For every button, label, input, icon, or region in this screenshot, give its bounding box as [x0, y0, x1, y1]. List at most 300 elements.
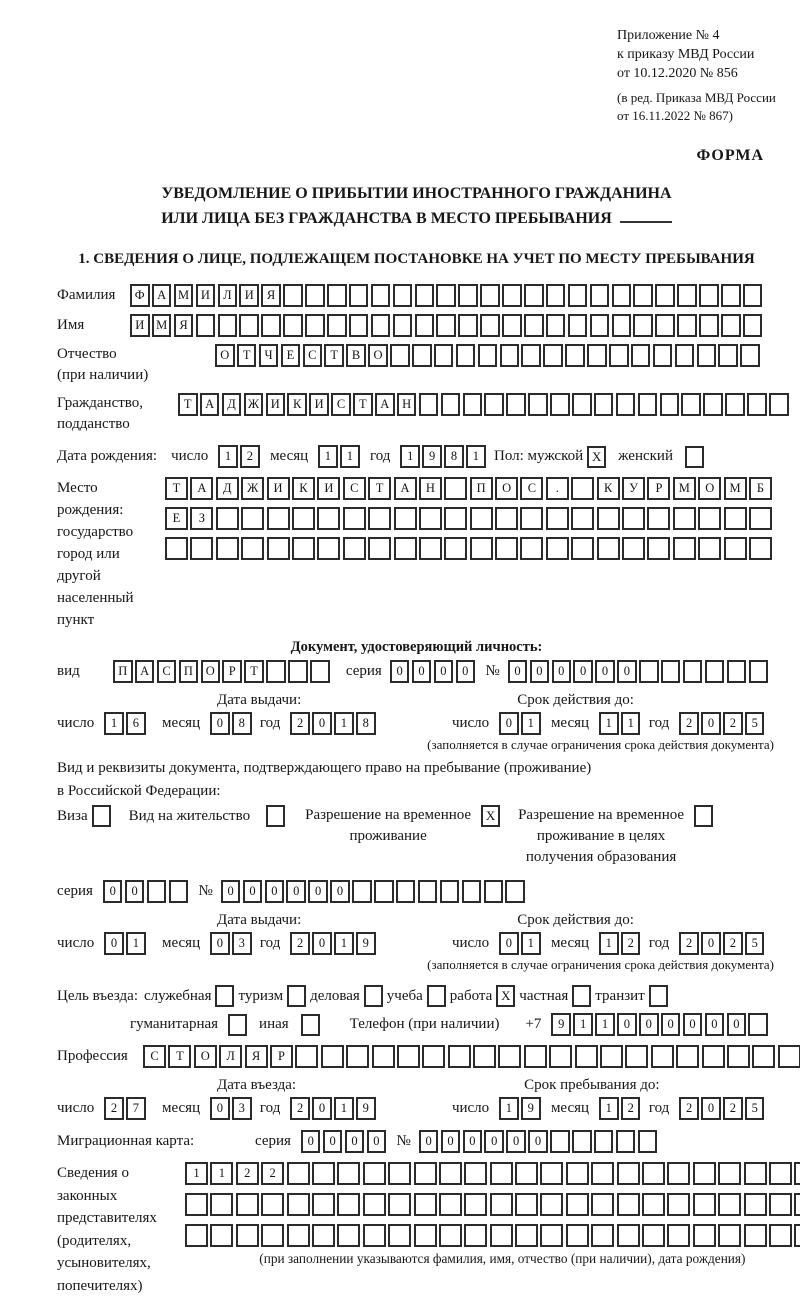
- char-box[interactable]: [546, 314, 566, 337]
- char-box[interactable]: 0: [701, 1097, 721, 1120]
- char-box[interactable]: [500, 344, 520, 367]
- char-box[interactable]: [698, 507, 721, 530]
- char-box[interactable]: О: [368, 344, 388, 367]
- char-box[interactable]: [752, 1045, 775, 1068]
- char-box[interactable]: И: [266, 393, 286, 416]
- char-box[interactable]: [524, 1045, 547, 1068]
- char-box[interactable]: 0: [312, 932, 332, 955]
- char-box[interactable]: [444, 507, 467, 530]
- char-box[interactable]: [575, 1045, 598, 1068]
- char-box[interactable]: [749, 507, 772, 530]
- char-box[interactable]: [546, 284, 566, 307]
- char-box[interactable]: [661, 660, 681, 683]
- char-box[interactable]: [419, 537, 442, 560]
- char-box[interactable]: 2: [290, 712, 310, 735]
- char-box[interactable]: А: [200, 393, 220, 416]
- char-box[interactable]: М: [724, 477, 747, 500]
- purpose-work-checkbox[interactable]: X: [496, 985, 515, 1007]
- char-box[interactable]: [718, 344, 738, 367]
- char-box[interactable]: [292, 537, 315, 560]
- char-box[interactable]: 0: [312, 1097, 332, 1120]
- char-box[interactable]: [594, 393, 614, 416]
- char-box[interactable]: [436, 284, 456, 307]
- char-box[interactable]: [591, 1162, 614, 1185]
- char-box[interactable]: .: [546, 477, 569, 500]
- char-box[interactable]: 1: [210, 1162, 233, 1185]
- char-box[interactable]: [165, 537, 188, 560]
- char-box[interactable]: 1: [599, 1097, 619, 1120]
- char-box[interactable]: [528, 393, 548, 416]
- char-box[interactable]: [718, 1224, 741, 1247]
- char-box[interactable]: [727, 1045, 750, 1068]
- char-box[interactable]: Е: [165, 507, 188, 530]
- char-box[interactable]: [725, 393, 745, 416]
- char-box[interactable]: [633, 314, 653, 337]
- char-box[interactable]: [565, 344, 585, 367]
- char-box[interactable]: 0: [701, 932, 721, 955]
- char-box[interactable]: 0: [125, 880, 145, 903]
- char-box[interactable]: 0: [286, 880, 306, 903]
- char-box[interactable]: 0: [683, 1013, 703, 1036]
- char-box[interactable]: [439, 1193, 462, 1216]
- char-box[interactable]: [524, 284, 544, 307]
- char-box[interactable]: 0: [367, 1130, 387, 1153]
- char-box[interactable]: Т: [368, 477, 391, 500]
- char-box[interactable]: [676, 1045, 699, 1068]
- char-box[interactable]: [693, 1193, 716, 1216]
- char-box[interactable]: П: [113, 660, 133, 683]
- char-box[interactable]: 2: [723, 1097, 743, 1120]
- char-box[interactable]: [337, 1162, 360, 1185]
- char-box[interactable]: 0: [345, 1130, 365, 1153]
- char-box[interactable]: [747, 393, 767, 416]
- char-box[interactable]: 6: [126, 712, 146, 735]
- char-box[interactable]: 1: [126, 932, 146, 955]
- char-box[interactable]: 1: [218, 445, 238, 468]
- char-box[interactable]: 0: [661, 1013, 681, 1036]
- char-box[interactable]: [393, 314, 413, 337]
- char-box[interactable]: 2: [290, 1097, 310, 1120]
- char-box[interactable]: [633, 284, 653, 307]
- char-box[interactable]: 1: [599, 712, 619, 735]
- char-box[interactable]: [484, 880, 504, 903]
- char-box[interactable]: [568, 314, 588, 337]
- char-box[interactable]: [241, 537, 264, 560]
- char-box[interactable]: [236, 1224, 259, 1247]
- char-box[interactable]: [631, 344, 651, 367]
- char-box[interactable]: К: [597, 477, 620, 500]
- char-box[interactable]: 0: [506, 1130, 526, 1153]
- char-box[interactable]: [185, 1224, 208, 1247]
- char-box[interactable]: 9: [422, 445, 442, 468]
- char-box[interactable]: [721, 314, 741, 337]
- char-box[interactable]: [698, 537, 721, 560]
- char-box[interactable]: [520, 537, 543, 560]
- char-box[interactable]: [317, 537, 340, 560]
- char-box[interactable]: У: [622, 477, 645, 500]
- char-box[interactable]: 2: [236, 1162, 259, 1185]
- char-box[interactable]: [441, 393, 461, 416]
- char-box[interactable]: 0: [484, 1130, 504, 1153]
- char-box[interactable]: 1: [499, 1097, 519, 1120]
- char-box[interactable]: [440, 880, 460, 903]
- char-box[interactable]: 0: [456, 660, 476, 683]
- char-box[interactable]: Р: [222, 660, 242, 683]
- char-box[interactable]: [317, 507, 340, 530]
- char-box[interactable]: [748, 1013, 768, 1036]
- char-box[interactable]: [261, 314, 281, 337]
- char-box[interactable]: Н: [419, 477, 442, 500]
- char-box[interactable]: [388, 1162, 411, 1185]
- char-box[interactable]: 3: [232, 1097, 252, 1120]
- char-box[interactable]: [642, 1162, 665, 1185]
- char-box[interactable]: О: [215, 344, 235, 367]
- char-box[interactable]: [396, 880, 416, 903]
- char-box[interactable]: 1: [573, 1013, 593, 1036]
- char-box[interactable]: [419, 393, 439, 416]
- char-box[interactable]: [216, 507, 239, 530]
- char-box[interactable]: О: [698, 477, 721, 500]
- char-box[interactable]: [550, 1130, 570, 1153]
- char-box[interactable]: Я: [245, 1045, 268, 1068]
- char-box[interactable]: [744, 1162, 767, 1185]
- char-box[interactable]: 2: [621, 932, 641, 955]
- char-box[interactable]: [705, 660, 725, 683]
- char-box[interactable]: [337, 1224, 360, 1247]
- char-box[interactable]: [546, 507, 569, 530]
- char-box[interactable]: Ф: [130, 284, 150, 307]
- sex-male-checkbox[interactable]: X: [587, 446, 606, 468]
- char-box[interactable]: [571, 507, 594, 530]
- char-box[interactable]: И: [267, 477, 290, 500]
- char-box[interactable]: [617, 1224, 640, 1247]
- char-box[interactable]: [675, 344, 695, 367]
- char-box[interactable]: [368, 537, 391, 560]
- char-box[interactable]: И: [317, 477, 340, 500]
- char-box[interactable]: Ж: [244, 393, 264, 416]
- char-box[interactable]: И: [130, 314, 150, 337]
- purpose-business-checkbox[interactable]: [364, 985, 383, 1007]
- char-box[interactable]: [625, 1045, 648, 1068]
- char-box[interactable]: [617, 1193, 640, 1216]
- char-box[interactable]: [414, 1224, 437, 1247]
- char-box[interactable]: [458, 314, 478, 337]
- char-box[interactable]: [743, 314, 763, 337]
- char-box[interactable]: [609, 344, 629, 367]
- char-box[interactable]: И: [309, 393, 329, 416]
- char-box[interactable]: Б: [749, 477, 772, 500]
- char-box[interactable]: 0: [705, 1013, 725, 1036]
- char-box[interactable]: С: [331, 393, 351, 416]
- char-box[interactable]: [343, 537, 366, 560]
- char-box[interactable]: 0: [508, 660, 528, 683]
- char-box[interactable]: А: [190, 477, 213, 500]
- char-box[interactable]: 0: [639, 1013, 659, 1036]
- char-box[interactable]: 1: [595, 1013, 615, 1036]
- char-box[interactable]: [218, 314, 238, 337]
- char-box[interactable]: [543, 344, 563, 367]
- char-box[interactable]: [498, 1045, 521, 1068]
- char-box[interactable]: 8: [356, 712, 376, 735]
- char-box[interactable]: [305, 314, 325, 337]
- char-box[interactable]: [591, 1224, 614, 1247]
- char-box[interactable]: 0: [701, 712, 721, 735]
- char-box[interactable]: М: [174, 284, 194, 307]
- char-box[interactable]: [337, 1193, 360, 1216]
- char-box[interactable]: [261, 1224, 284, 1247]
- char-box[interactable]: [484, 393, 504, 416]
- char-box[interactable]: [697, 344, 717, 367]
- char-box[interactable]: [434, 344, 454, 367]
- char-box[interactable]: 0: [323, 1130, 343, 1153]
- char-box[interactable]: 9: [356, 932, 376, 955]
- char-box[interactable]: [597, 507, 620, 530]
- char-box[interactable]: 5: [745, 932, 765, 955]
- char-box[interactable]: Ч: [259, 344, 279, 367]
- char-box[interactable]: 0: [552, 660, 572, 683]
- char-box[interactable]: [458, 284, 478, 307]
- char-box[interactable]: [419, 507, 442, 530]
- char-box[interactable]: 1: [104, 712, 124, 735]
- char-box[interactable]: С: [520, 477, 543, 500]
- char-box[interactable]: 0: [312, 712, 332, 735]
- char-box[interactable]: С: [157, 660, 177, 683]
- char-box[interactable]: [794, 1193, 800, 1216]
- char-box[interactable]: [638, 1130, 658, 1153]
- char-box[interactable]: [699, 284, 719, 307]
- char-box[interactable]: [462, 880, 482, 903]
- char-box[interactable]: [721, 284, 741, 307]
- char-box[interactable]: [520, 507, 543, 530]
- char-box[interactable]: 1: [521, 932, 541, 955]
- char-box[interactable]: [591, 1193, 614, 1216]
- char-box[interactable]: [740, 344, 760, 367]
- char-box[interactable]: 1: [599, 932, 619, 955]
- char-box[interactable]: [794, 1162, 800, 1185]
- char-box[interactable]: [540, 1162, 563, 1185]
- char-box[interactable]: [495, 507, 518, 530]
- char-box[interactable]: 5: [745, 1097, 765, 1120]
- char-box[interactable]: [480, 314, 500, 337]
- char-box[interactable]: Т: [353, 393, 373, 416]
- char-box[interactable]: [346, 1045, 369, 1068]
- char-box[interactable]: [546, 537, 569, 560]
- char-box[interactable]: 2: [679, 1097, 699, 1120]
- char-box[interactable]: Т: [237, 344, 257, 367]
- char-box[interactable]: [568, 284, 588, 307]
- char-box[interactable]: [216, 537, 239, 560]
- char-box[interactable]: [490, 1193, 513, 1216]
- char-box[interactable]: 0: [330, 880, 350, 903]
- char-box[interactable]: [612, 284, 632, 307]
- char-box[interactable]: [372, 1045, 395, 1068]
- char-box[interactable]: [521, 344, 541, 367]
- char-box[interactable]: [505, 880, 525, 903]
- char-box[interactable]: 1: [334, 1097, 354, 1120]
- char-box[interactable]: [463, 393, 483, 416]
- char-box[interactable]: [190, 537, 213, 560]
- char-box[interactable]: [769, 1193, 792, 1216]
- char-box[interactable]: [412, 344, 432, 367]
- char-box[interactable]: [210, 1193, 233, 1216]
- char-box[interactable]: Л: [219, 1045, 242, 1068]
- char-box[interactable]: 0: [434, 660, 454, 683]
- char-box[interactable]: [439, 1162, 462, 1185]
- purpose-humanitarian-checkbox[interactable]: [228, 1014, 247, 1036]
- char-box[interactable]: 0: [573, 660, 593, 683]
- char-box[interactable]: О: [495, 477, 518, 500]
- char-box[interactable]: [597, 537, 620, 560]
- char-box[interactable]: 2: [261, 1162, 284, 1185]
- char-box[interactable]: [352, 880, 372, 903]
- char-box[interactable]: [655, 314, 675, 337]
- char-box[interactable]: [210, 1224, 233, 1247]
- char-box[interactable]: 0: [221, 880, 241, 903]
- char-box[interactable]: [414, 1162, 437, 1185]
- char-box[interactable]: 7: [126, 1097, 146, 1120]
- char-box[interactable]: А: [152, 284, 172, 307]
- char-box[interactable]: [660, 393, 680, 416]
- char-box[interactable]: 1: [340, 445, 360, 468]
- char-box[interactable]: М: [152, 314, 172, 337]
- char-box[interactable]: 0: [390, 660, 410, 683]
- char-box[interactable]: [374, 880, 394, 903]
- char-box[interactable]: [448, 1045, 471, 1068]
- char-box[interactable]: [266, 660, 286, 683]
- char-box[interactable]: [464, 1193, 487, 1216]
- char-box[interactable]: [673, 537, 696, 560]
- char-box[interactable]: 2: [290, 932, 310, 955]
- char-box[interactable]: [321, 1045, 344, 1068]
- char-box[interactable]: М: [673, 477, 696, 500]
- char-box[interactable]: [397, 1045, 420, 1068]
- char-box[interactable]: 2: [679, 712, 699, 735]
- char-box[interactable]: С: [343, 477, 366, 500]
- char-box[interactable]: К: [287, 393, 307, 416]
- char-box[interactable]: [267, 507, 290, 530]
- char-box[interactable]: 2: [104, 1097, 124, 1120]
- char-box[interactable]: И: [196, 284, 216, 307]
- char-box[interactable]: 0: [104, 932, 124, 955]
- char-box[interactable]: 0: [210, 712, 230, 735]
- char-box[interactable]: [515, 1224, 538, 1247]
- temp-permit-checkbox[interactable]: X: [481, 805, 500, 827]
- char-box[interactable]: Д: [222, 393, 242, 416]
- char-box[interactable]: [287, 1193, 310, 1216]
- char-box[interactable]: [473, 1045, 496, 1068]
- char-box[interactable]: [749, 537, 772, 560]
- char-box[interactable]: [667, 1162, 690, 1185]
- char-box[interactable]: [647, 507, 670, 530]
- char-box[interactable]: Д: [216, 477, 239, 500]
- char-box[interactable]: 2: [240, 445, 260, 468]
- char-box[interactable]: [677, 284, 697, 307]
- char-box[interactable]: [480, 284, 500, 307]
- char-box[interactable]: [393, 284, 413, 307]
- char-box[interactable]: [594, 1130, 614, 1153]
- char-box[interactable]: [749, 660, 769, 683]
- char-box[interactable]: [287, 1224, 310, 1247]
- char-box[interactable]: [444, 477, 467, 500]
- char-box[interactable]: [288, 660, 308, 683]
- char-box[interactable]: [724, 507, 747, 530]
- char-box[interactable]: [490, 1224, 513, 1247]
- char-box[interactable]: [456, 344, 476, 367]
- char-box[interactable]: Р: [270, 1045, 293, 1068]
- char-box[interactable]: [651, 1045, 674, 1068]
- char-box[interactable]: 2: [723, 712, 743, 735]
- char-box[interactable]: [616, 1130, 636, 1153]
- char-box[interactable]: [502, 314, 522, 337]
- char-box[interactable]: [371, 314, 391, 337]
- char-box[interactable]: [436, 314, 456, 337]
- char-box[interactable]: [169, 880, 189, 903]
- char-box[interactable]: 9: [521, 1097, 541, 1120]
- char-box[interactable]: [718, 1193, 741, 1216]
- char-box[interactable]: [616, 393, 636, 416]
- char-box[interactable]: [312, 1193, 335, 1216]
- char-box[interactable]: [470, 507, 493, 530]
- char-box[interactable]: [414, 1193, 437, 1216]
- char-box[interactable]: [506, 393, 526, 416]
- char-box[interactable]: 0: [265, 880, 285, 903]
- char-box[interactable]: А: [375, 393, 395, 416]
- char-box[interactable]: 1: [334, 712, 354, 735]
- char-box[interactable]: [566, 1224, 589, 1247]
- char-box[interactable]: [524, 314, 544, 337]
- char-box[interactable]: [667, 1193, 690, 1216]
- char-box[interactable]: А: [394, 477, 417, 500]
- char-box[interactable]: [327, 314, 347, 337]
- char-box[interactable]: [667, 1224, 690, 1247]
- char-box[interactable]: [363, 1193, 386, 1216]
- edu-permit-checkbox[interactable]: [694, 805, 713, 827]
- char-box[interactable]: 0: [210, 932, 230, 955]
- char-box[interactable]: [349, 314, 369, 337]
- char-box[interactable]: 0: [412, 660, 432, 683]
- char-box[interactable]: П: [179, 660, 199, 683]
- char-box[interactable]: [693, 1162, 716, 1185]
- char-box[interactable]: [642, 1193, 665, 1216]
- char-box[interactable]: [622, 537, 645, 560]
- char-box[interactable]: [363, 1162, 386, 1185]
- char-box[interactable]: [655, 284, 675, 307]
- char-box[interactable]: 0: [463, 1130, 483, 1153]
- char-box[interactable]: 0: [617, 1013, 637, 1036]
- char-box[interactable]: 5: [745, 712, 765, 735]
- char-box[interactable]: [622, 507, 645, 530]
- char-box[interactable]: И: [239, 284, 259, 307]
- char-box[interactable]: [444, 537, 467, 560]
- char-box[interactable]: 9: [356, 1097, 376, 1120]
- char-box[interactable]: [587, 344, 607, 367]
- char-box[interactable]: [464, 1224, 487, 1247]
- char-box[interactable]: 1: [400, 445, 420, 468]
- char-box[interactable]: [743, 284, 763, 307]
- char-box[interactable]: 0: [210, 1097, 230, 1120]
- char-box[interactable]: [312, 1162, 335, 1185]
- char-box[interactable]: Л: [218, 284, 238, 307]
- char-box[interactable]: [312, 1224, 335, 1247]
- char-box[interactable]: [744, 1193, 767, 1216]
- char-box[interactable]: [185, 1193, 208, 1216]
- char-box[interactable]: 0: [441, 1130, 461, 1153]
- char-box[interactable]: [343, 507, 366, 530]
- char-box[interactable]: С: [303, 344, 323, 367]
- char-box[interactable]: Т: [324, 344, 344, 367]
- char-box[interactable]: [415, 314, 435, 337]
- char-box[interactable]: [540, 1224, 563, 1247]
